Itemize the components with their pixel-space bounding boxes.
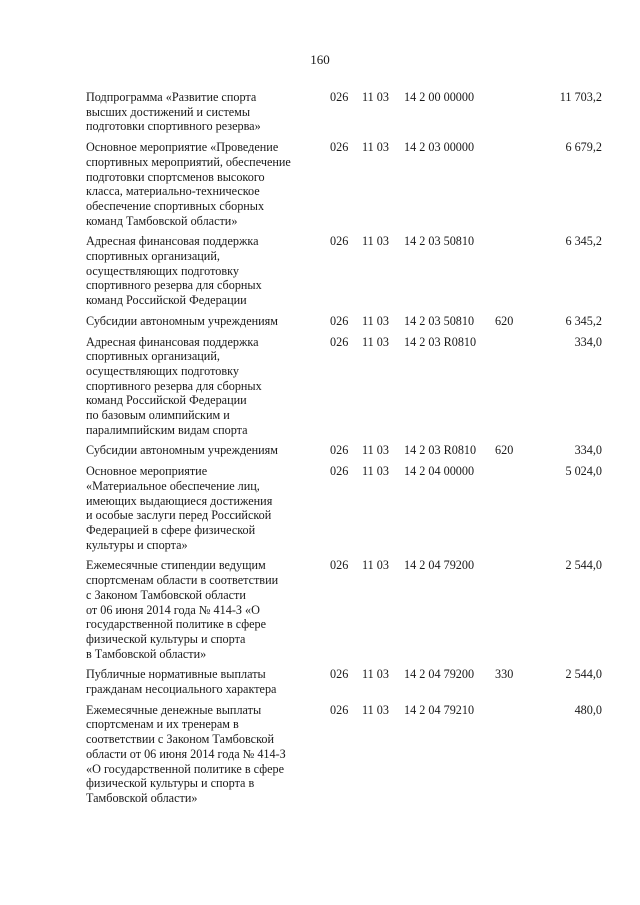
row-name-line: Основное мероприятие xyxy=(86,464,208,479)
section-code: 11 03 xyxy=(362,443,389,458)
section-code: 11 03 xyxy=(362,234,389,249)
budget-table xyxy=(86,90,602,812)
program-code: 14 2 03 R0810 xyxy=(404,443,477,458)
ministry-code: 026 xyxy=(330,667,349,682)
amount: 2 544,0 xyxy=(565,558,602,573)
row-name xyxy=(86,703,314,806)
row-name xyxy=(86,314,314,329)
table-row xyxy=(86,703,602,806)
row-name-line: области от 06 июня 2014 года № 414-З xyxy=(86,746,286,761)
row-name xyxy=(86,667,314,696)
row-name-line: команд Российской Федерации xyxy=(86,293,247,308)
ministry-code: 026 xyxy=(330,334,349,349)
section-code: 11 03 xyxy=(362,667,389,682)
page-number: 160 xyxy=(310,52,330,67)
row-name-line: с Законом Тамбовской области xyxy=(86,587,246,602)
program-code: 14 2 04 79200 xyxy=(404,558,475,573)
row-name-line: Основное мероприятие «Проведение xyxy=(86,140,279,155)
section-code: 11 03 xyxy=(362,313,389,328)
table-row xyxy=(86,443,602,458)
row-name-line: гражданам несоциального характера xyxy=(86,682,277,697)
row-name-line: государственной политике в сфере xyxy=(86,617,267,632)
amount: 6 345,2 xyxy=(565,234,602,249)
row-name-line: спортсменам области в соответствии xyxy=(86,573,279,588)
ministry-code: 026 xyxy=(330,234,349,249)
section-code: 11 03 xyxy=(362,464,389,479)
row-name-line: высших достижений и системы xyxy=(86,104,251,119)
row-name-line: Ежемесячные денежные выплаты xyxy=(86,702,262,717)
amount: 5 024,0 xyxy=(565,464,602,479)
row-name-line: от 06 июня 2014 года № 414-З «О xyxy=(86,602,260,617)
section-code: 11 03 xyxy=(362,334,389,349)
table-row xyxy=(86,558,602,661)
row-name-line: спортсменам и их тренерам в xyxy=(86,717,239,732)
row-name-line: Подпрограмма «Развитие спорта xyxy=(86,90,257,104)
row-name-line: и особые заслуги перед Российской xyxy=(86,508,272,523)
row-name-line: команд Тамбовской области» xyxy=(86,213,238,228)
program-code: 14 2 03 R0810 xyxy=(404,334,477,349)
row-name-line: Адресная финансовая поддержка xyxy=(86,334,259,349)
table-row xyxy=(86,90,602,134)
row-name xyxy=(86,140,314,228)
row-name-line: подготовки спортивного резерва» xyxy=(86,119,261,134)
ministry-code: 026 xyxy=(330,313,349,328)
row-name-line: Публичные нормативные выплаты xyxy=(86,667,266,682)
row-name-line: в Тамбовской области» xyxy=(86,646,207,661)
row-name-line: класса, материально-техническое xyxy=(86,184,260,199)
row-name-line: физической культуры и спорта xyxy=(86,631,246,646)
row-name xyxy=(86,335,314,438)
row-name-line: осуществляющих подготовку xyxy=(86,363,239,378)
row-name-line: подготовки спортсменов высокого xyxy=(86,169,265,184)
row-name-line: обеспечение спортивных сборных xyxy=(86,198,265,213)
section-code: 11 03 xyxy=(362,702,389,717)
ministry-code: 026 xyxy=(330,702,349,717)
table-row xyxy=(86,234,602,308)
amount: 334,0 xyxy=(574,443,602,458)
ministry-code: 026 xyxy=(330,140,349,155)
row-name-line: Ежемесячные стипендии ведущим xyxy=(86,558,266,573)
section-code: 11 03 xyxy=(362,140,389,155)
table-row xyxy=(86,667,602,696)
table-row xyxy=(86,335,602,438)
row-name-line: «Материальное обеспечение лиц, xyxy=(86,478,260,493)
table-row xyxy=(86,314,602,329)
row-name-line: спортивных мероприятий, обеспечение xyxy=(86,154,291,169)
row-name-line: Субсидии автономным учреждениям xyxy=(86,443,278,458)
row-name-line: паралимпийским видам спорта xyxy=(86,422,248,437)
program-code: 14 2 00 00000 xyxy=(404,90,475,104)
row-name-line: спортивного резерва для сборных xyxy=(86,278,262,293)
program-code: 14 2 04 00000 xyxy=(404,464,475,479)
table-row xyxy=(86,140,602,228)
row-name xyxy=(86,90,314,134)
row-name-line: «О государственной политике в сфере xyxy=(86,761,284,776)
amount: 11 703,2 xyxy=(559,90,602,104)
section-code: 11 03 xyxy=(362,558,389,573)
ministry-code: 026 xyxy=(330,558,349,573)
expense-type-code: 330 xyxy=(495,667,514,682)
row-name-line: по базовым олимпийским и xyxy=(86,408,230,423)
row-name-line: осуществляющих подготовку xyxy=(86,263,239,278)
ministry-code: 026 xyxy=(330,90,349,104)
amount: 6 679,2 xyxy=(565,140,602,155)
program-code: 14 2 04 79200 xyxy=(404,667,475,682)
row-name-line: культуры и спорта» xyxy=(86,537,188,552)
row-name-line: физической культуры и спорта в xyxy=(86,776,255,791)
row-name xyxy=(86,464,314,552)
expense-type-code: 620 xyxy=(495,313,514,328)
row-name xyxy=(86,558,314,661)
amount: 2 544,0 xyxy=(565,667,602,682)
table-row xyxy=(86,464,602,552)
row-name-line: Адресная финансовая поддержка xyxy=(86,234,259,249)
amount: 334,0 xyxy=(574,334,602,349)
amount: 480,0 xyxy=(574,702,602,717)
row-name-line: команд Российской Федерации xyxy=(86,393,247,408)
program-code: 14 2 03 50810 xyxy=(404,234,475,249)
row-name-line: Субсидии автономным учреждениям xyxy=(86,313,278,328)
row-name-line: спортивных организаций, xyxy=(86,249,220,264)
row-name-line: имеющих выдающиеся достижения xyxy=(86,493,273,508)
row-name xyxy=(86,234,314,308)
row-name-line: Федерацией в сфере физической xyxy=(86,522,256,537)
row-name-line: спортивных организаций, xyxy=(86,349,220,364)
ministry-code: 026 xyxy=(330,443,349,458)
program-code: 14 2 04 79210 xyxy=(404,702,475,717)
row-name xyxy=(86,443,314,458)
ministry-code: 026 xyxy=(330,464,349,479)
amount: 6 345,2 xyxy=(565,313,602,328)
section-code: 11 03 xyxy=(362,90,389,104)
program-code: 14 2 03 50810 xyxy=(404,313,475,328)
program-code: 14 2 03 00000 xyxy=(404,140,475,155)
row-name-line: Тамбовской области» xyxy=(86,790,198,805)
row-name-line: соответствии с Законом Тамбовской xyxy=(86,732,274,747)
expense-type-code: 620 xyxy=(495,443,514,458)
row-name-line: спортивного резерва для сборных xyxy=(86,378,262,393)
